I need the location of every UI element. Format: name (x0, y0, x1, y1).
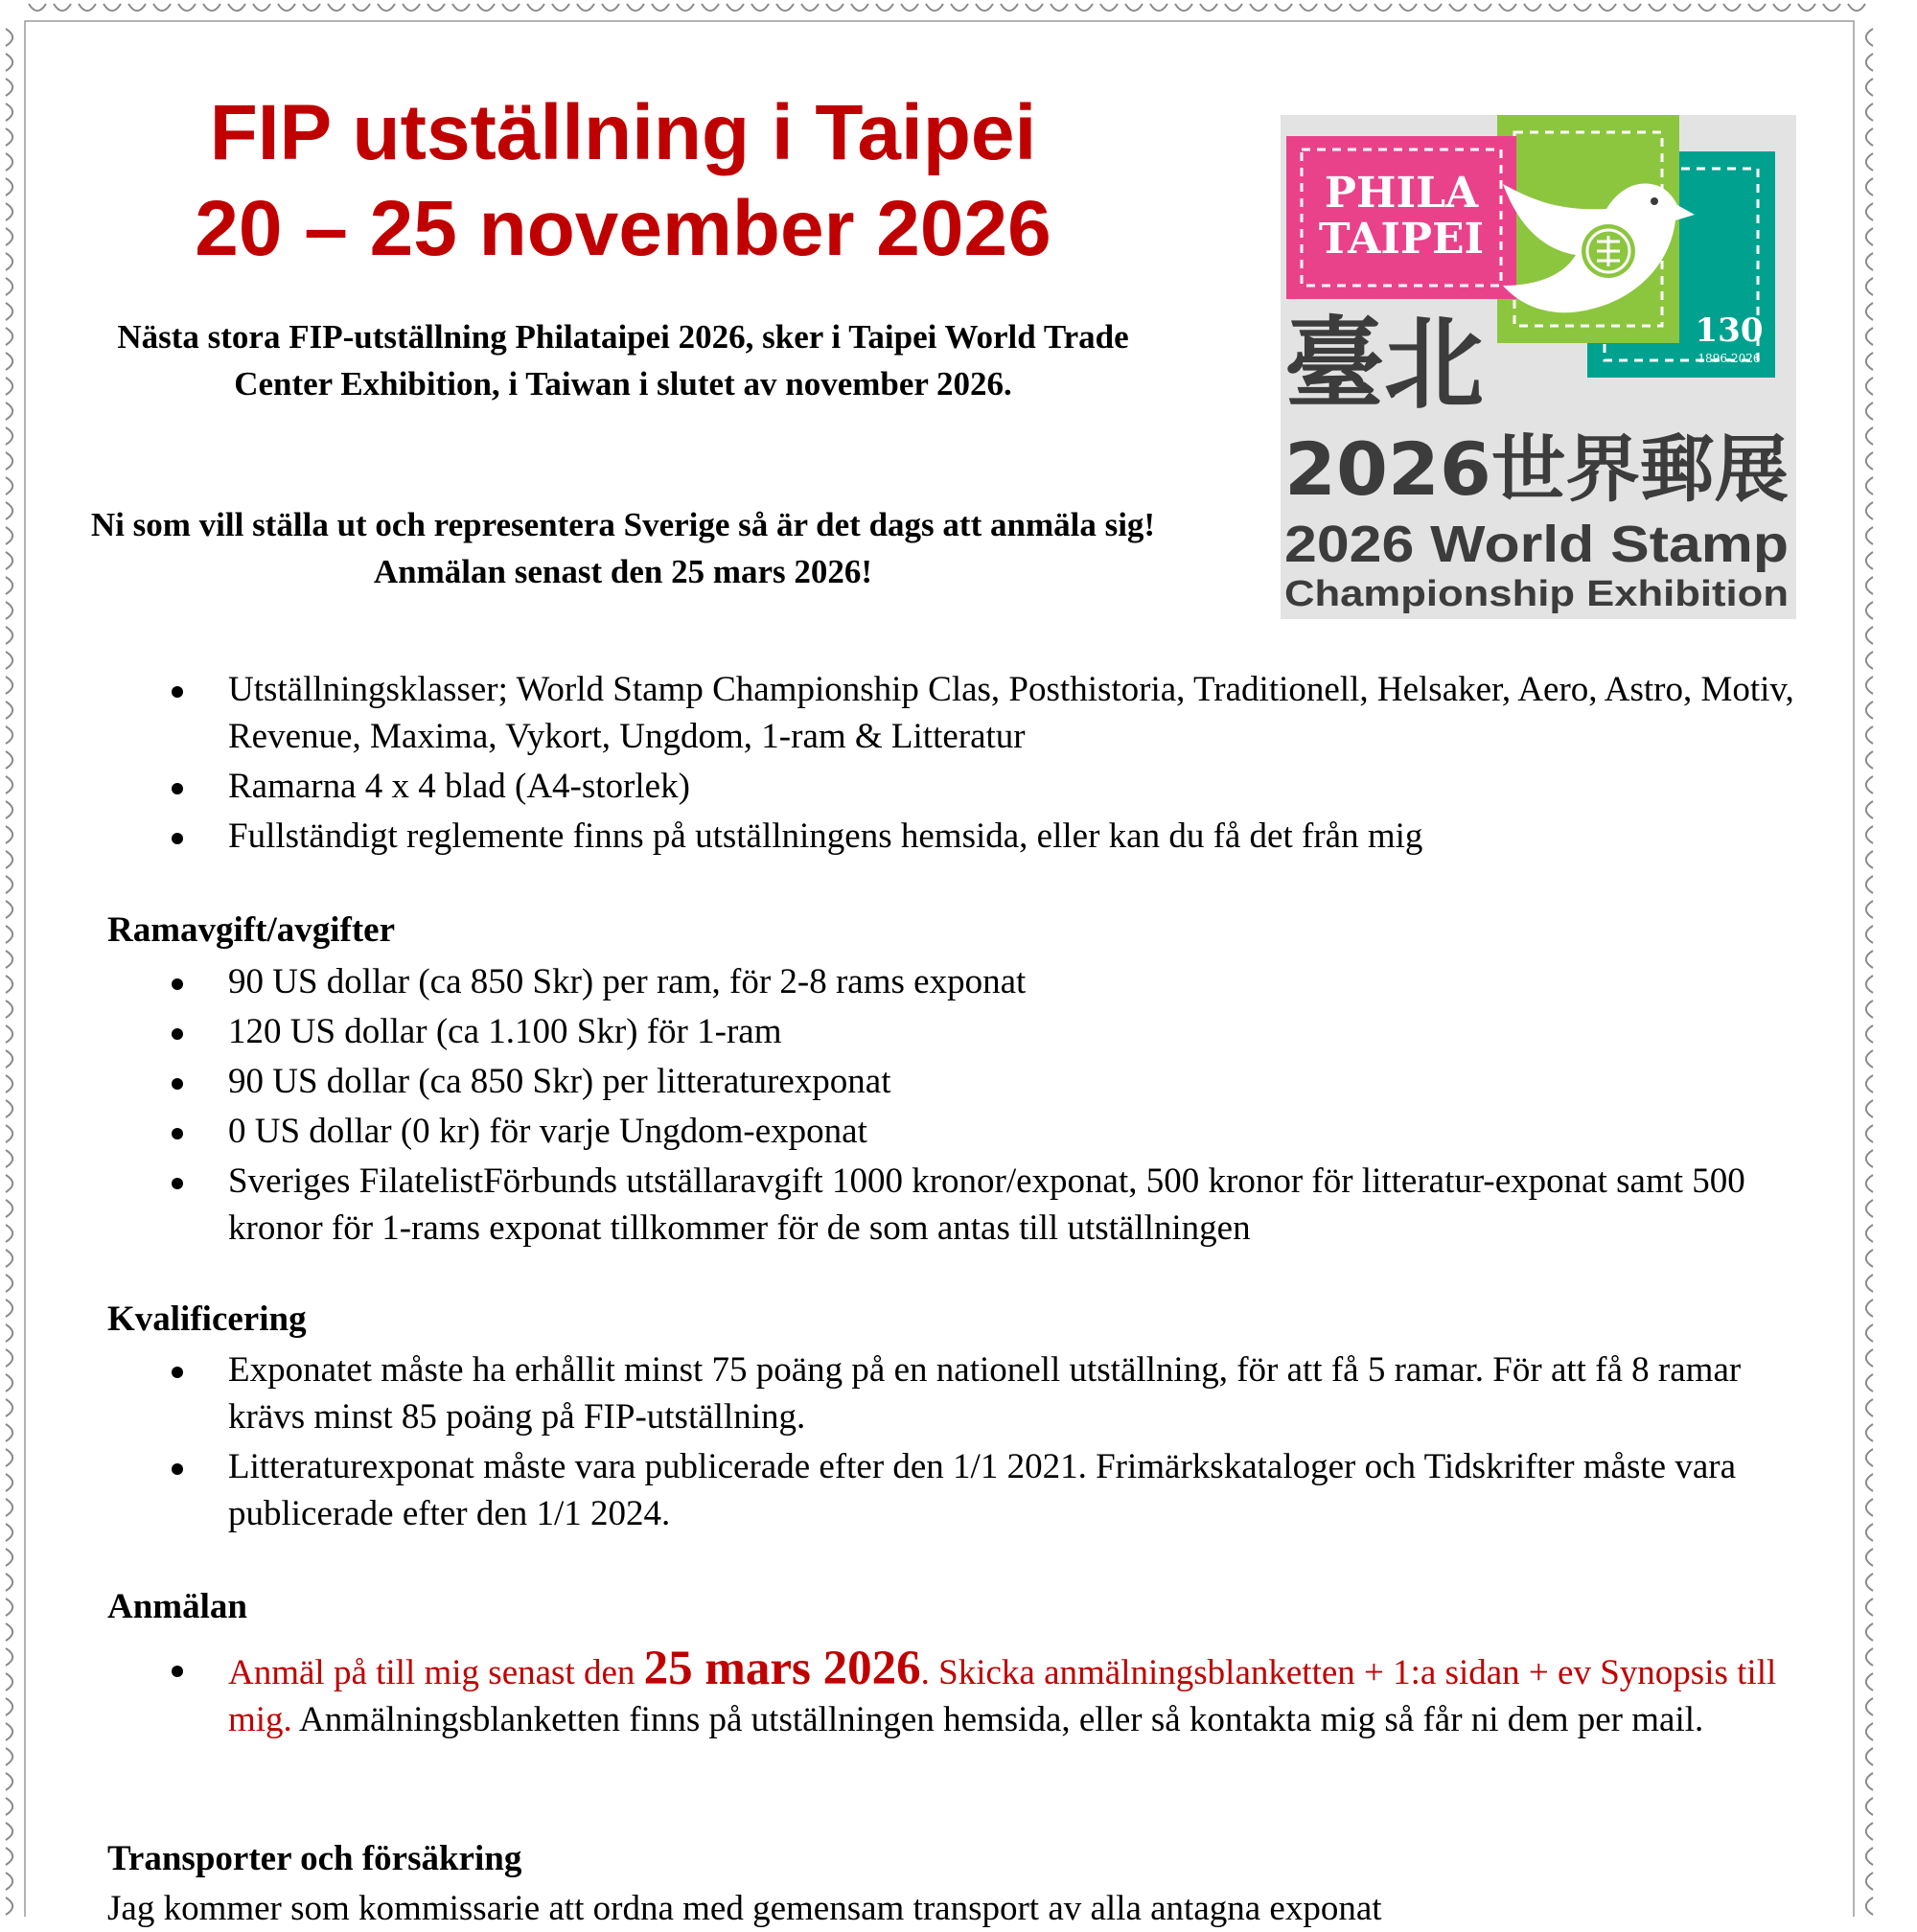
pink-stamp (1286, 136, 1516, 299)
fees-list (0, 958, 1821, 1254)
list-item: 120 US dollar (ca 1.100 Skr) för 1-ram (0, 1008, 1821, 1055)
list-item: Utställningsklasser; World Stamp Championship Clas, Posthistoria, Traditionell, Helsaker, Aero, Astro, Motiv, Revenue, Maxima, Vykort, Ungdom, 1-ram & Litteratur (0, 666, 1821, 760)
philataipei-logo (1281, 115, 1796, 619)
list-item: Fullständigt reglemente finns på utställningens hemsida, eller kan du få det från mig (0, 813, 1821, 860)
event-dates: 20 – 25 november 2026 (195, 185, 1051, 272)
signup-deadline: 25 mars 2026 (643, 1642, 921, 1695)
logo-english-line2: Championship Exhibition (1284, 574, 1789, 614)
signup-list (0, 1642, 1821, 1746)
signup-red-prefix: Anmäl på till mig senast den (228, 1653, 644, 1692)
qualification-heading: Kvalificering (107, 1300, 307, 1339)
signup-red-suffix: . Skicka anmälningsblanketten + 1:a sidan + ev Synopsis till mig. (228, 1653, 1777, 1739)
list-item: Ramarna 4 x 4 blad (A4-storlek) (0, 763, 1821, 810)
stamp-text-phila: PHILA (1324, 169, 1479, 218)
list-item: Litteraturexponat måste vara publicerade efter den 1/1 2021. Frimärkskataloger och Tidskrifter måste vara publicerade efter den 1/1 2024. (0, 1443, 1821, 1537)
transport-text: Jag kommer som kommissarie att ordna med gemensam transport av alla antagna exponat (107, 1889, 1382, 1928)
list-item: 0 US dollar (0 kr) för varje Ungdom-exponat (0, 1108, 1821, 1155)
list-item: 90 US dollar (ca 850 Skr) per litteraturexponat (0, 1058, 1821, 1105)
signup-heading: Anmälan (107, 1587, 247, 1626)
exhibition-info-list (0, 666, 1821, 862)
stamp-text-taipei: TAIPEI (1318, 215, 1485, 264)
list-item: Sveriges FilatelistFörbunds utställaravgift 1000 kronor/exponat, 500 kronor för litteratur-exponat samt 500 kronor för 1-rams exponat tillkommer för de som antas till utställningen (0, 1158, 1821, 1252)
logo-english-line1: 2026 World Stamp (1284, 516, 1789, 573)
fees-heading: Ramavgift/avgifter (107, 910, 396, 950)
list-item: 90 US dollar (ca 850 Skr) per ram, för 2-8 rams exponat (0, 958, 1821, 1005)
list-item: Exponatet måste ha erhållit minst 75 poäng på en nationell utställning, för att få 5 ramar. För att få 8 ramar krävs minst 85 poäng på FIP-utställning. (0, 1346, 1821, 1440)
anniversary-years: 1896-2026 (1698, 352, 1761, 365)
logo-chinese-event: 2026世界郵展 (1284, 426, 1789, 512)
anniversary-number: 130 (1695, 311, 1764, 350)
call-to-action-paragraph: Ni som vill ställa ut och representera Sverige så är det dags att anmäla sig! Anmälan senast den 25 mars 2026! (90, 506, 1156, 590)
intro-paragraph: Nästa stora FIP-utställning Philataipei 2026, sker i Taipei World Trade Center Exhibition, i Taiwan i slutet av november 2026. (117, 318, 1129, 402)
transport-heading: Transporter och försäkring (107, 1839, 522, 1878)
page-title: FIP utställning i Taipei (209, 89, 1037, 176)
signup-instructions (0, 1642, 1821, 1743)
logo-chinese-city: 臺北 (1284, 306, 1485, 423)
signup-rest: Anmälningsblanketten finns på utställningen hemsida, eller så kontakta mig så får ni dem per mail. (291, 1700, 1704, 1739)
qualification-list (0, 1346, 1821, 1540)
